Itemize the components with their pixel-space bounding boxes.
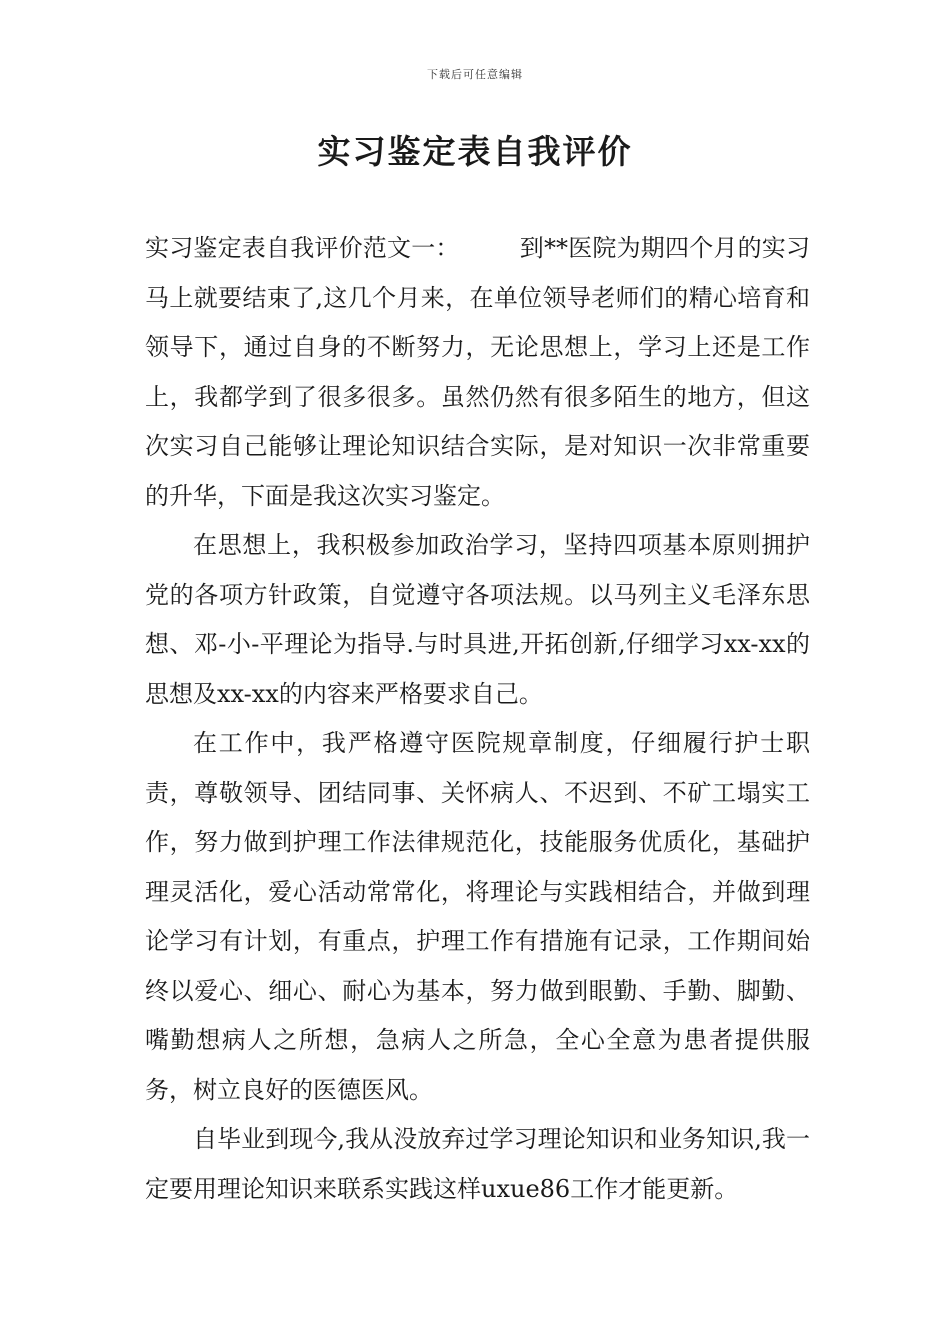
page-title: 实习鉴定表自我评价 [317, 132, 633, 171]
paragraph-1-lead: 实习鉴定表自我评价范文一： [145, 234, 460, 262]
document-body [145, 224, 810, 1214]
header-note: 下载后可任意编辑 [427, 68, 523, 81]
paragraph-4: 自毕业到现今,我从没放弃过学习理论知识和业务知识,我一定要用理论知识来联系实践这样uxue86工作才能更新。 [145, 1125, 810, 1203]
paragraph-1-text: 到**医院为期四个月的实习马上就要结束了,这几个月来，在单位领导老师们的精心培育和领导下，通过自身的不断努力，无论思想上，学习上还是工作上，我都学到了很多很多。虽然仍然有很多陌生的地方，但这次实习自己能够让理论知识结合实际，是对知识一次非常重要的升华，下面是我这次实习鉴定。 [145, 234, 811, 510]
paragraph-1 [145, 224, 810, 521]
paragraph-2: 在思想上，我积极参加政治学习，坚持四项基本原则拥护党的各项方针政策，自觉遵守各项法规。以马列主义毛泽东思想、邓-小-平理论为指导.与时具进,开拓创新,仔细学习xx-xx的思想及xx-xx的内容来严格要求自己。 [145, 531, 810, 708]
paragraph-3: 在工作中，我严格遵守医院规章制度，仔细履行护士职责，尊敬领导、团结同事、关怀病人、不迟到、不矿工塌实工作，努力做到护理工作法律规范化，技能服务优质化，基础护理灵活化，爱心活动常常化，将理论与实践相结合，并做到理论学习有计划，有重点，护理工作有措施有记录，工作期间始终以爱心、细心、耐心为基本，努力做到眼勤、手勤、脚勤、嘴勤想病人之所想，急病人之所急，全心全意为患者提供服务，树立良好的医德医风。 [145, 729, 810, 1104]
